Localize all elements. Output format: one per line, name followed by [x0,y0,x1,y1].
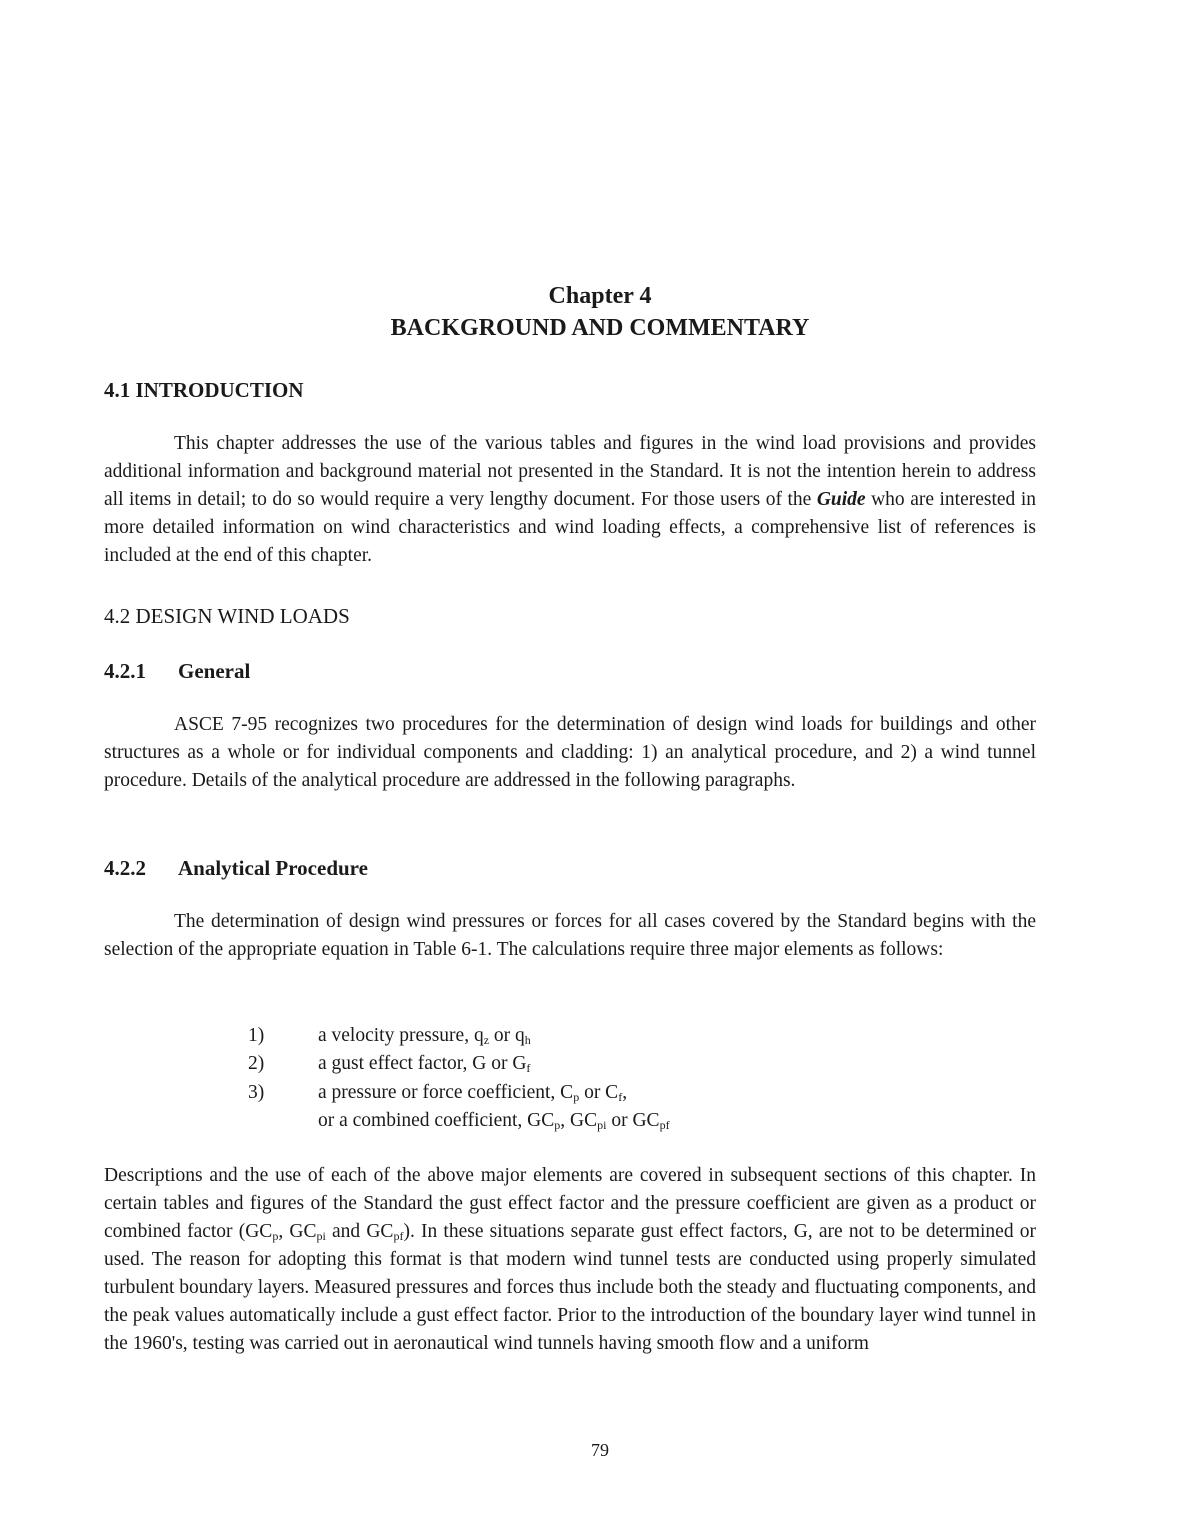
section-heading-design-wind-loads: 4.2 DESIGN WIND LOADS [104,604,350,628]
list-text: or a combined coefficient, $GC_p$, $GC_{pi}$ or $GC_{pf}$ [318,1110,670,1132]
list-number: 1) [248,1025,265,1046]
subsection-heading-general [104,658,250,684]
analytical-text: The determination of design wind pressures or forces for all cases covered by the Standard begins with the selection of the appropriate equation in Table 6-1. The calculations require three major elements as follows: [104,911,1036,960]
list-number: 2) [248,1053,265,1074]
page-number: 79 [591,1440,609,1460]
chapter-label: Chapter 4 [548,283,652,309]
descriptions-text-a: Descriptions and the use of each of the above major elements are covered in subsequent sections of this chapter. In certain tables and figures of the Standard the gust effect factor and the pressure coefficient are given as a product or combined factor (GC [104,1165,1036,1242]
analytical-paragraph [104,908,1036,964]
descriptions-text-b: ). In these situations separate gust effect factors, G, are not to be determined or used. The reason for adopting this format is that modern wind tunnel tests are conducted using properly simulated turbulent boundary layers. Measured pressures and forces thus include both the steady and fluctuating components, and the peak values automatically include a gust effect factor. Prior to the introduction of the boundary layer wind tunnel in the 1960's, testing was carried out in aeronautical wind tunnels having smooth flow and a uniform [104,1221,1037,1354]
list-text: a pressure or force coefficient, $C_p$ or $C_f$, [318,1082,628,1104]
subsection-heading-analytical [104,855,368,881]
subsection-title: Analytical Procedure [178,856,368,880]
guide-emphasis: Guide [816,489,866,510]
list-number: 3) [248,1082,265,1103]
subsection-title: General [178,659,251,683]
intro-text-b: who are interested in more detailed information on wind characteristics and wind loading effects, a comprehensive list of references is included at the end of this chapter. [104,489,1036,566]
list-text: a gust effect factor, G or $G_f$ [318,1053,531,1075]
section-heading-introduction: 4.1 INTRODUCTION [104,378,304,402]
intro-text-a: This chapter addresses the use of the various tables and figures in the wind load provisions and provides additional information and background material not presented in the Standard. It is not the intention herein to address all items in detail; to do so would require a very lengthy document. For those users of the [104,433,1036,510]
general-text: ASCE 7-95 recognizes two procedures for the determination of design wind loads for buildings and other structures as a whole or for individual components and cladding: 1) an analytical procedure, and 2) a wind tunnel procedure. Details of the analytical procedure are addressed in the following paragraphs. [104,714,1036,791]
general-paragraph [104,711,1036,795]
intro-paragraph [104,430,1036,570]
subsection-number: 4.2.1 [104,659,146,683]
descriptions-paragraph: Descriptions and the use of each of the above major elements are covered in subsequent sections of this chapter. In certain tables and figures of the Standard the gust effect factor and the pressure coefficient are given as a product or combined factor ($GC_p$, $GC_{pi}$ and $GC_{pf}$). In these situations separate gust effect factors, G, are not to be determined or used. The reason for adopting this format is that modern wind tunnel tests are conducted using properly simulated turbulent boundary layers. Measured pressures and forces thus include both the steady and fluctuating components, and the peak values automatically include a gust effect factor. Prior to the introduction of the boundary layer wind tunnel in the 1960's, testing was carried out in aeronautical wind tunnels having smooth flow and a uniform [104,1165,1037,1354]
list-text: a velocity pressure, $q_z$ or $q_h$ [318,1025,531,1047]
chapter-title: BACKGROUND AND COMMENTARY [390,315,810,341]
subsection-number: 4.2.2 [104,856,146,880]
